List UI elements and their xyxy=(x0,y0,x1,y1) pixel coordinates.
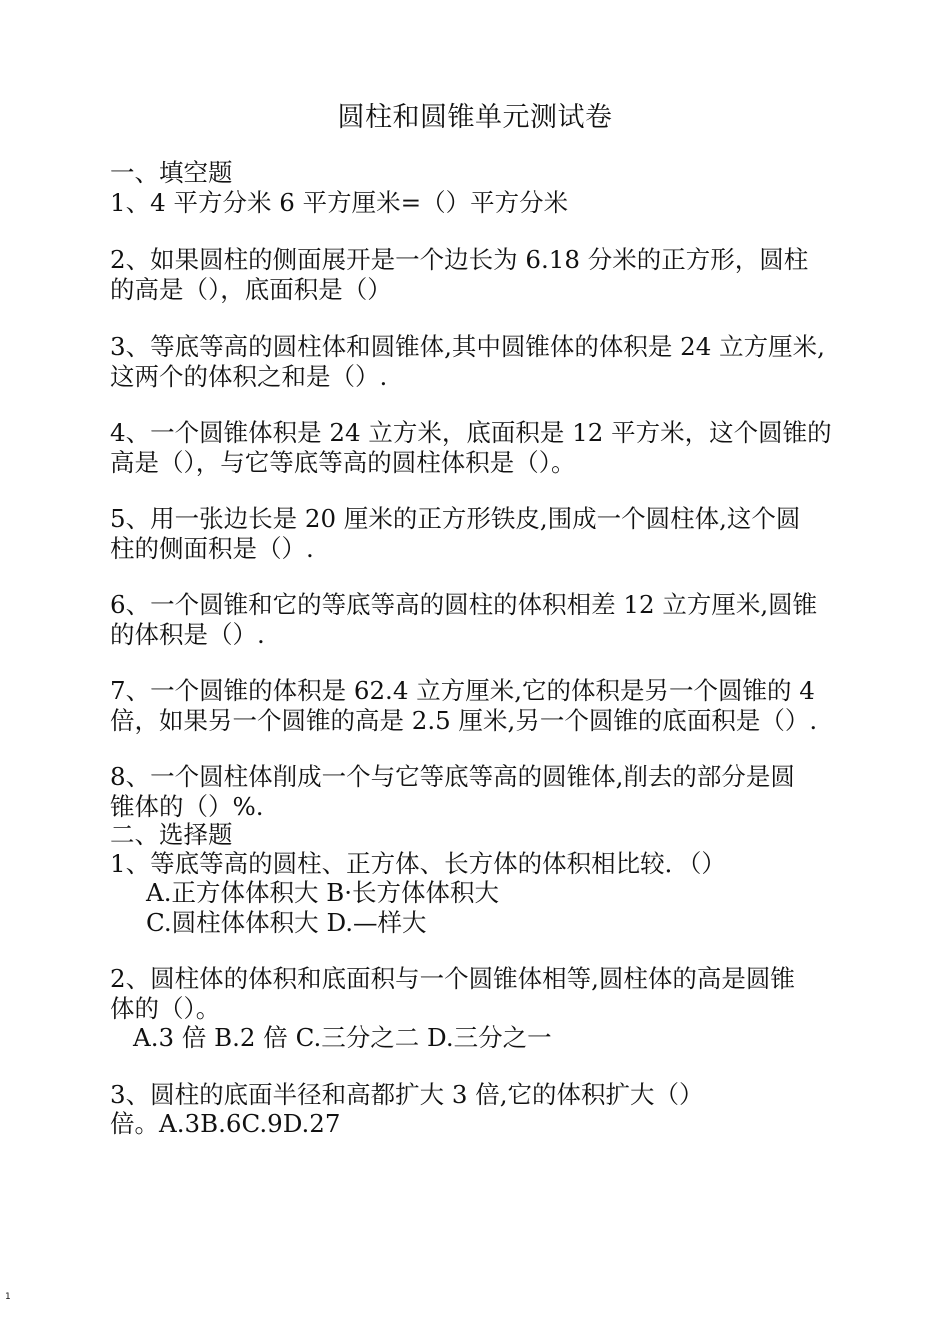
q7-line1: 7、一个圆锥的体积是 62.4 立方厘米,它的体积是另一个圆锥的 4 xyxy=(110,676,815,705)
choice-q2-stem-line1: 2、圆柱体的体积和底面积与一个圆锥体相等,圆柱体的高是圆锥 xyxy=(110,964,795,993)
q6-line2: 的体积是（）. xyxy=(110,620,265,649)
q4-line1: 4、一个圆锥体积是 24 立方米，底面积是 12 平方米，这个圆锥的 xyxy=(110,418,832,447)
section-heading-fill-blank: 一、填空题 xyxy=(110,158,233,187)
q5-line1: 5、用一张边长是 20 厘米的正方形铁皮,围成一个圆柱体,这个圆 xyxy=(110,504,801,533)
q5-line2: 柱的侧面积是（）. xyxy=(110,534,314,563)
page-title: 圆柱和圆锥单元测试卷 xyxy=(337,102,613,133)
q7-line2: 倍，如果另一个圆锥的高是 2.5 厘米,另一个圆锥的底面积是（）. xyxy=(110,706,818,735)
section-heading-choice: 二、选择题 xyxy=(110,820,233,849)
q3-line2: 这两个的体积之和是（）. xyxy=(110,362,388,391)
choice-q3-stem-line1: 3、圆柱的底面半径和高都扩大 3 倍,它的体积扩大（） xyxy=(110,1080,704,1109)
q3-line1: 3、等底等高的圆柱体和圆锥体,其中圆锥体的体积是 24 立方厘米, xyxy=(110,332,825,361)
choice-q2-stem-line2: 体的（）。 xyxy=(110,994,221,1023)
q4-line2: 高是（），与它等底等高的圆柱体积是（）。 xyxy=(110,448,576,477)
choice-q1-option-line1: A.正方体体积大 B·长方体体积大 xyxy=(146,878,500,907)
q8-line1: 8、一个圆柱体削成一个与它等底等高的圆锥体,削去的部分是圆 xyxy=(110,762,795,791)
choice-q2-options: A.3 倍 B.2 倍 C.三分之二 D.三分之一 xyxy=(133,1023,552,1052)
choice-q1-option-line2: C.圆柱体体积大 D.—样大 xyxy=(146,908,427,937)
q2-line2: 的高是（），底面积是（） xyxy=(110,275,392,304)
q2-line1: 2、如果圆柱的侧面展开是一个边长为 6.18 分米的正方形，圆柱 xyxy=(110,245,809,274)
choice-q1-stem: 1、等底等高的圆柱、正方体、长方体的体积相比较．（） xyxy=(110,849,726,878)
choice-q3-stem-line2: 倍。A.3B.6C.9D.27 xyxy=(110,1109,341,1138)
q1-line1: 1、4 平方分米 6 平方厘米=（）平方分米 xyxy=(110,188,569,217)
q8-line2: 锥体的（）%. xyxy=(110,792,264,821)
page-number: 1 xyxy=(5,1292,11,1302)
q6-line1: 6、一个圆锥和它的等底等高的圆柱的体积相差 12 立方厘米,圆锥 xyxy=(110,590,818,619)
